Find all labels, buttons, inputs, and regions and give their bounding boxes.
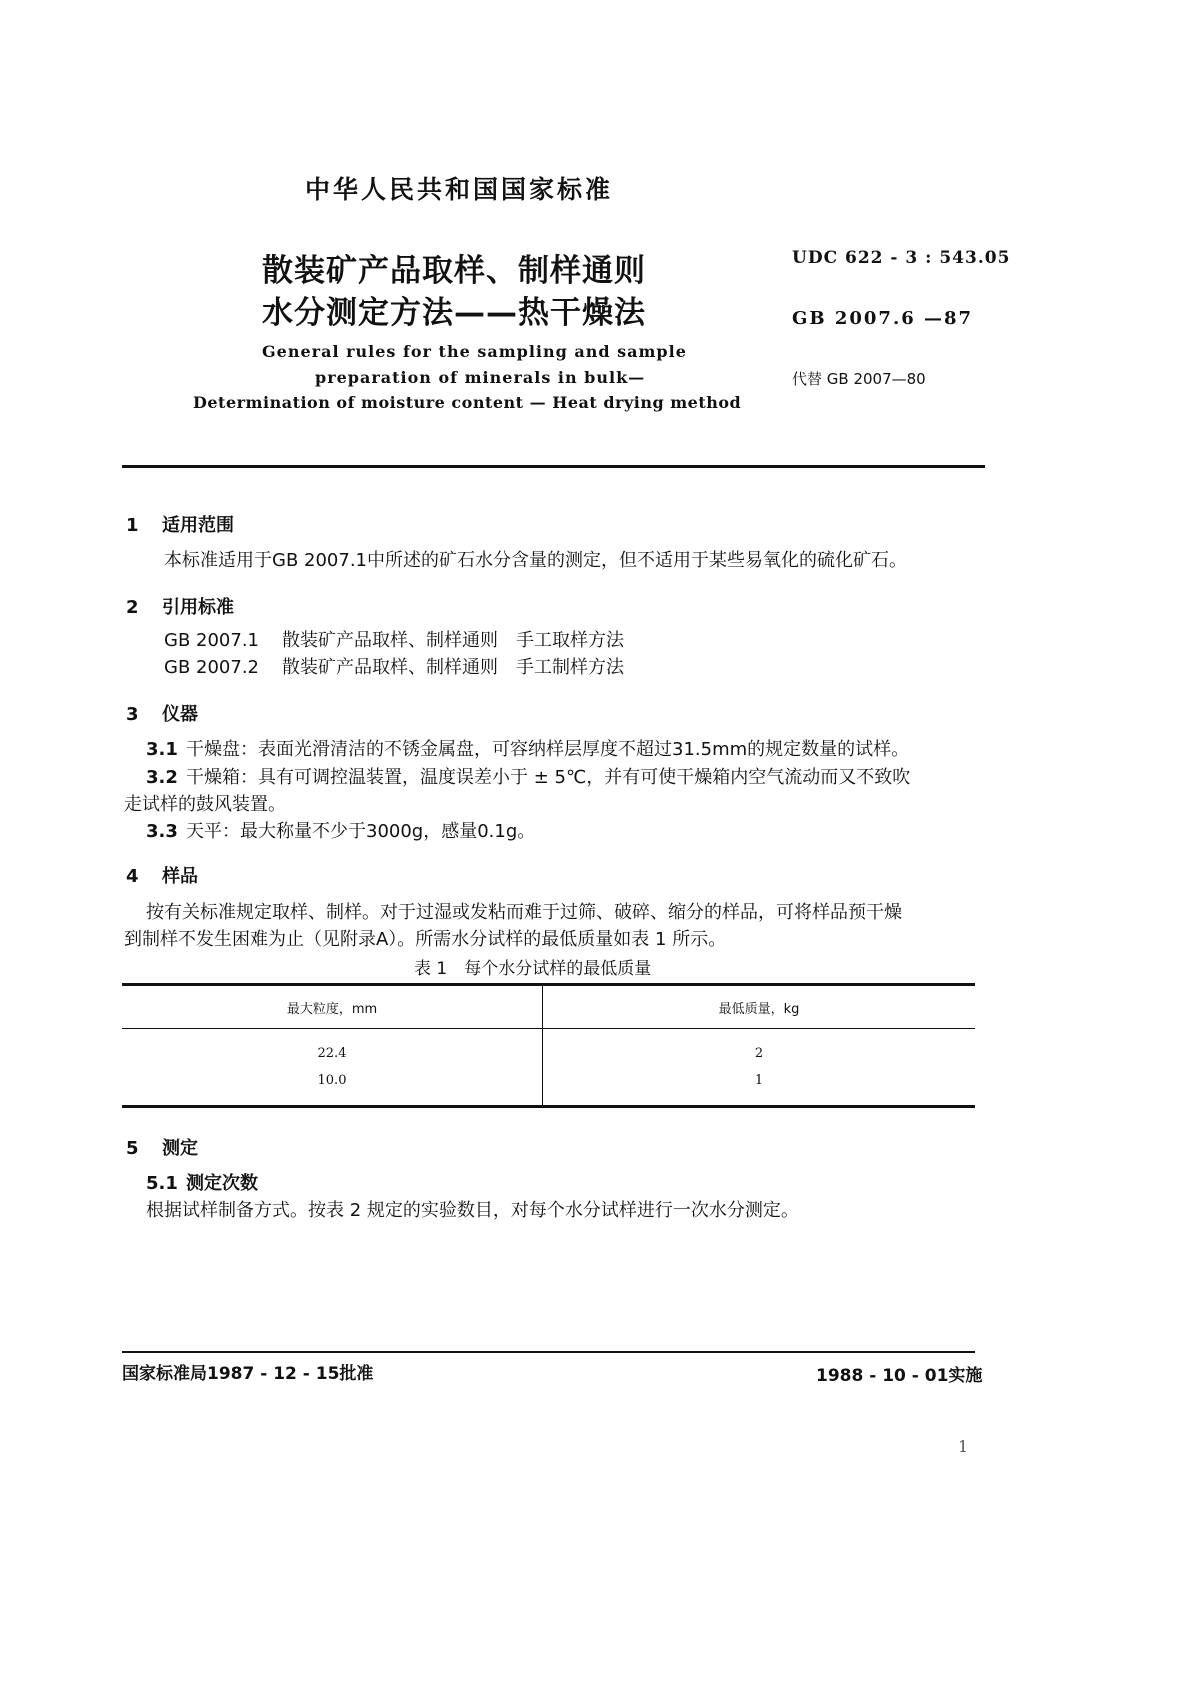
- section-4-text-line-1: 按有关标准规定取样、制样。对于过湿或发粘而难于过筛、破碎、缩分的样品，可将样品预干燥: [146, 902, 902, 923]
- section-4-title: 样品: [162, 866, 198, 887]
- item-3-3: [146, 818, 535, 846]
- item-3-2-number: 3.2: [146, 767, 178, 788]
- table-header-max-particle-size: 最大粒度，mm: [286, 1002, 378, 1017]
- section-3-title: 仪器: [162, 704, 198, 725]
- reference-2: [164, 654, 624, 682]
- item-3-2-text: 干燥箱：具有可调控温装置，温度误差小于 ± 5℃，并有可使干燥箱内空气流动而又不致吹: [186, 767, 911, 788]
- section-5-1-number: 5.1: [146, 1173, 178, 1194]
- section-2-title: 引用标准: [162, 597, 234, 618]
- item-3-1-text: 干燥盘：表面光滑清洁的不锈金属盘，可容纳样层厚度不超过31.5mm的规定数量的试样。: [186, 739, 910, 760]
- table-bottom-rule: [122, 1105, 975, 1108]
- header-divider: [122, 465, 985, 468]
- table-1-caption: 表 1 每个水分试样的最低质量: [414, 959, 652, 979]
- table-row-1-size: 22.4: [317, 1046, 347, 1061]
- page-number: 1: [958, 1437, 969, 1456]
- section-1-text: 本标准适用于GB 2007.1中所述的矿石水分含量的测定，但不适用于某些易氧化的硫化矿石。: [164, 550, 907, 571]
- reference-2-text: 散装矿产品取样、制样通则 手工制样方法: [282, 657, 624, 678]
- section-5-heading: [126, 1135, 198, 1163]
- section-5-1-heading: [146, 1170, 258, 1198]
- table-row-1-mass: 2: [754, 1046, 764, 1061]
- section-4-number: 4: [126, 866, 139, 887]
- footer-divider: [122, 1351, 975, 1353]
- country-standard-heading: 中华人民共和国国家标准: [305, 175, 614, 204]
- section-2-heading: [126, 594, 234, 622]
- section-3-heading: [126, 701, 198, 729]
- item-3-1: [146, 736, 909, 764]
- section-5-1-title: 测定次数: [186, 1173, 258, 1194]
- table-row-2-size: 10.0: [317, 1073, 347, 1088]
- effective-date: 1988 - 10 - 01实施: [816, 1366, 983, 1386]
- approval-date: 国家标准局1987 - 12 - 15批准: [122, 1364, 374, 1384]
- english-title-line-2: preparation of minerals in bulk—: [315, 368, 646, 387]
- gb-number: GB 2007.6 —87: [792, 308, 974, 329]
- title-line-2: 水分测定方法——热干燥法: [262, 295, 646, 331]
- section-5-1-text: 根据试样制备方式。按表 2 规定的实验数目，对每个水分试样进行一次水分测定。: [146, 1200, 799, 1221]
- table-top-rule: [122, 983, 975, 986]
- title-line-1: 散装矿产品取样、制样通则: [262, 253, 646, 289]
- english-title-line-3: Determination of moisture content — Heat drying method: [193, 393, 742, 412]
- table-row-2-mass: 1: [754, 1073, 764, 1088]
- item-3-2-continuation: 走试样的鼓风装置。: [124, 794, 286, 815]
- section-5-title: 测定: [162, 1138, 198, 1159]
- reference-1-code: GB 2007.1: [164, 630, 260, 651]
- udc-code: UDC 622 - 3 : 543.05: [792, 248, 1011, 268]
- section-3-number: 3: [126, 704, 139, 725]
- table-header-min-mass: 最低质量，kg: [718, 1002, 800, 1017]
- section-4-heading: [126, 863, 198, 891]
- section-5-number: 5: [126, 1138, 139, 1159]
- item-3-1-number: 3.1: [146, 739, 178, 760]
- english-title-line-1: General rules for the sampling and sample: [262, 342, 687, 361]
- item-3-3-number: 3.3: [146, 821, 178, 842]
- section-4-text-line-2: 到制样不发生困难为止（见附录A）。所需水分试样的最低质量如表 1 所示。: [124, 929, 727, 950]
- reference-2-code: GB 2007.2: [164, 657, 260, 678]
- section-1-title: 适用范围: [162, 515, 234, 536]
- table-header-rule: [122, 1028, 975, 1029]
- item-3-2: [146, 764, 910, 792]
- section-1-number: 1: [126, 515, 139, 536]
- section-1-heading: [126, 512, 234, 540]
- reference-1-text: 散装矿产品取样、制样通则 手工取样方法: [282, 630, 624, 651]
- section-2-number: 2: [126, 597, 139, 618]
- item-3-3-text: 天平：最大称量不少于3000g，感量0.1g。: [186, 821, 536, 842]
- reference-1: [164, 627, 624, 655]
- replaces-note: 代替 GB 2007—80: [792, 370, 926, 388]
